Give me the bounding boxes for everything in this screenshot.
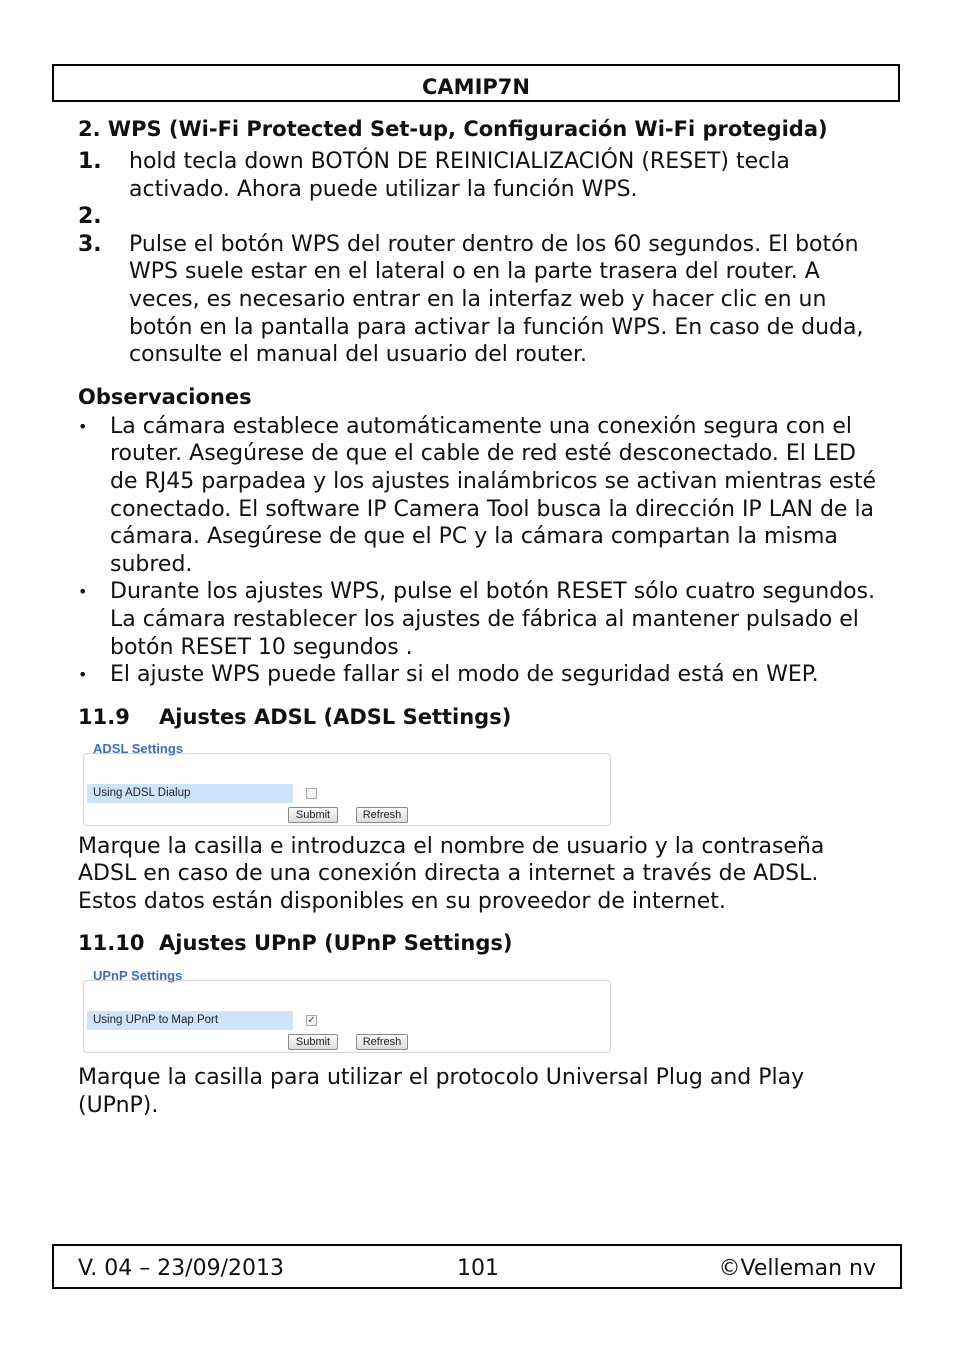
page-footer bbox=[52, 1244, 902, 1289]
model-title: CAMIP7N bbox=[422, 75, 530, 99]
note-text: La cámara establece automáticamente una conexión segura con el router. Asegúrese de que el cable de red esté desconectado. El LED de RJ45 parpadea y los ajustes inalámbricos se activan mientras esté conectado. El software IP Camera Tool busca la dirección IP LAN de la cámara. Asegúrese de que el PC y la cámara compartan la misma subred. bbox=[110, 413, 877, 577]
bullet-icon: • bbox=[78, 416, 88, 436]
section-number: 11.9 bbox=[78, 704, 130, 729]
bullet-icon: • bbox=[78, 582, 88, 602]
note-text: El ajuste WPS puede fallar si el modo de seguridad está en WEP. bbox=[110, 662, 819, 688]
step-number: 1. bbox=[78, 149, 102, 174]
submit-button[interactable]: Submit bbox=[288, 807, 338, 823]
section-title: Ajustes ADSL (ADSL Settings) bbox=[159, 704, 512, 729]
submit-button[interactable]: Submit bbox=[288, 1034, 338, 1050]
upnp-map-port-label: Using UPnP to Map Port bbox=[87, 1011, 293, 1030]
page-content bbox=[78, 116, 878, 1120]
adsl-heading bbox=[78, 703, 878, 731]
wps-heading: 2. WPS (Wi-Fi Protected Set-up, Configuración Wi-Fi protegida) bbox=[78, 117, 828, 141]
adsl-dialup-label: Using ADSL Dialup bbox=[87, 784, 293, 803]
refresh-button[interactable]: Refresh bbox=[356, 1034, 408, 1050]
step-item bbox=[78, 203, 878, 231]
panel-title: ADSL Settings bbox=[93, 740, 184, 756]
note-text: Durante los ajustes WPS, pulse el botón RESET sólo cuatro segundos. La cámara restablecer los ajustes de fábrica al mantener pulsado el botón RESET 10 segundos . bbox=[110, 579, 876, 660]
list-item bbox=[78, 578, 878, 661]
upnp-heading bbox=[78, 929, 878, 957]
bullet-icon: • bbox=[78, 665, 88, 685]
observations-heading: Observaciones bbox=[78, 384, 252, 409]
section-title: Ajustes UPnP (UPnP Settings) bbox=[159, 931, 513, 956]
copyright-text: ©Velleman nv bbox=[718, 1256, 876, 1281]
refresh-button[interactable]: Refresh bbox=[356, 807, 408, 823]
version-text: V. 04 – 23/09/2013 bbox=[78, 1256, 284, 1281]
upnp-settings-panel bbox=[81, 964, 615, 1052]
list-item bbox=[78, 661, 878, 689]
step-item bbox=[78, 231, 878, 369]
step-number: 3. bbox=[78, 231, 102, 257]
panel-title: UPnP Settings bbox=[93, 968, 183, 984]
upnp-description: Marque la casilla para utilizar el protocolo Universal Plug and Play (UPnP). bbox=[78, 1065, 805, 1119]
step-text: Pulse el botón WPS del router dentro de los 60 segundos. El botón WPS suele estar en el lateral o en la parte trasera del router. A veces, es necesario entrar en la interfaz web y hacer clic en un botón en la pantalla para activar la función WPS. En caso de duda, consulte el manual del usuario del router. bbox=[129, 231, 864, 368]
step-number: 2. bbox=[78, 204, 102, 230]
adsl-description: Marque la casilla e introduzca el nombre de usuario y la contraseña ADSL en caso de una conexión directa a internet a través de ADSL. Estos datos están disponibles en su proveedor de internet. bbox=[78, 833, 825, 914]
adsl-dialup-checkbox[interactable] bbox=[306, 788, 317, 799]
list-item bbox=[78, 413, 878, 579]
step-text: hold tecla down BOTÓN DE REINICIALIZACIÓN (RESET) tecla activado. Ahora puede utilizar la función WPS. bbox=[129, 149, 790, 202]
page-number: 101 bbox=[457, 1256, 499, 1281]
section-number: 11.10 bbox=[78, 931, 145, 956]
page-header bbox=[52, 64, 900, 102]
adsl-settings-panel bbox=[81, 737, 615, 825]
upnp-map-port-checkbox[interactable]: ✓ bbox=[307, 1015, 316, 1027]
observations-list bbox=[78, 413, 878, 689]
wps-steps bbox=[78, 148, 878, 369]
step-item bbox=[78, 148, 878, 203]
